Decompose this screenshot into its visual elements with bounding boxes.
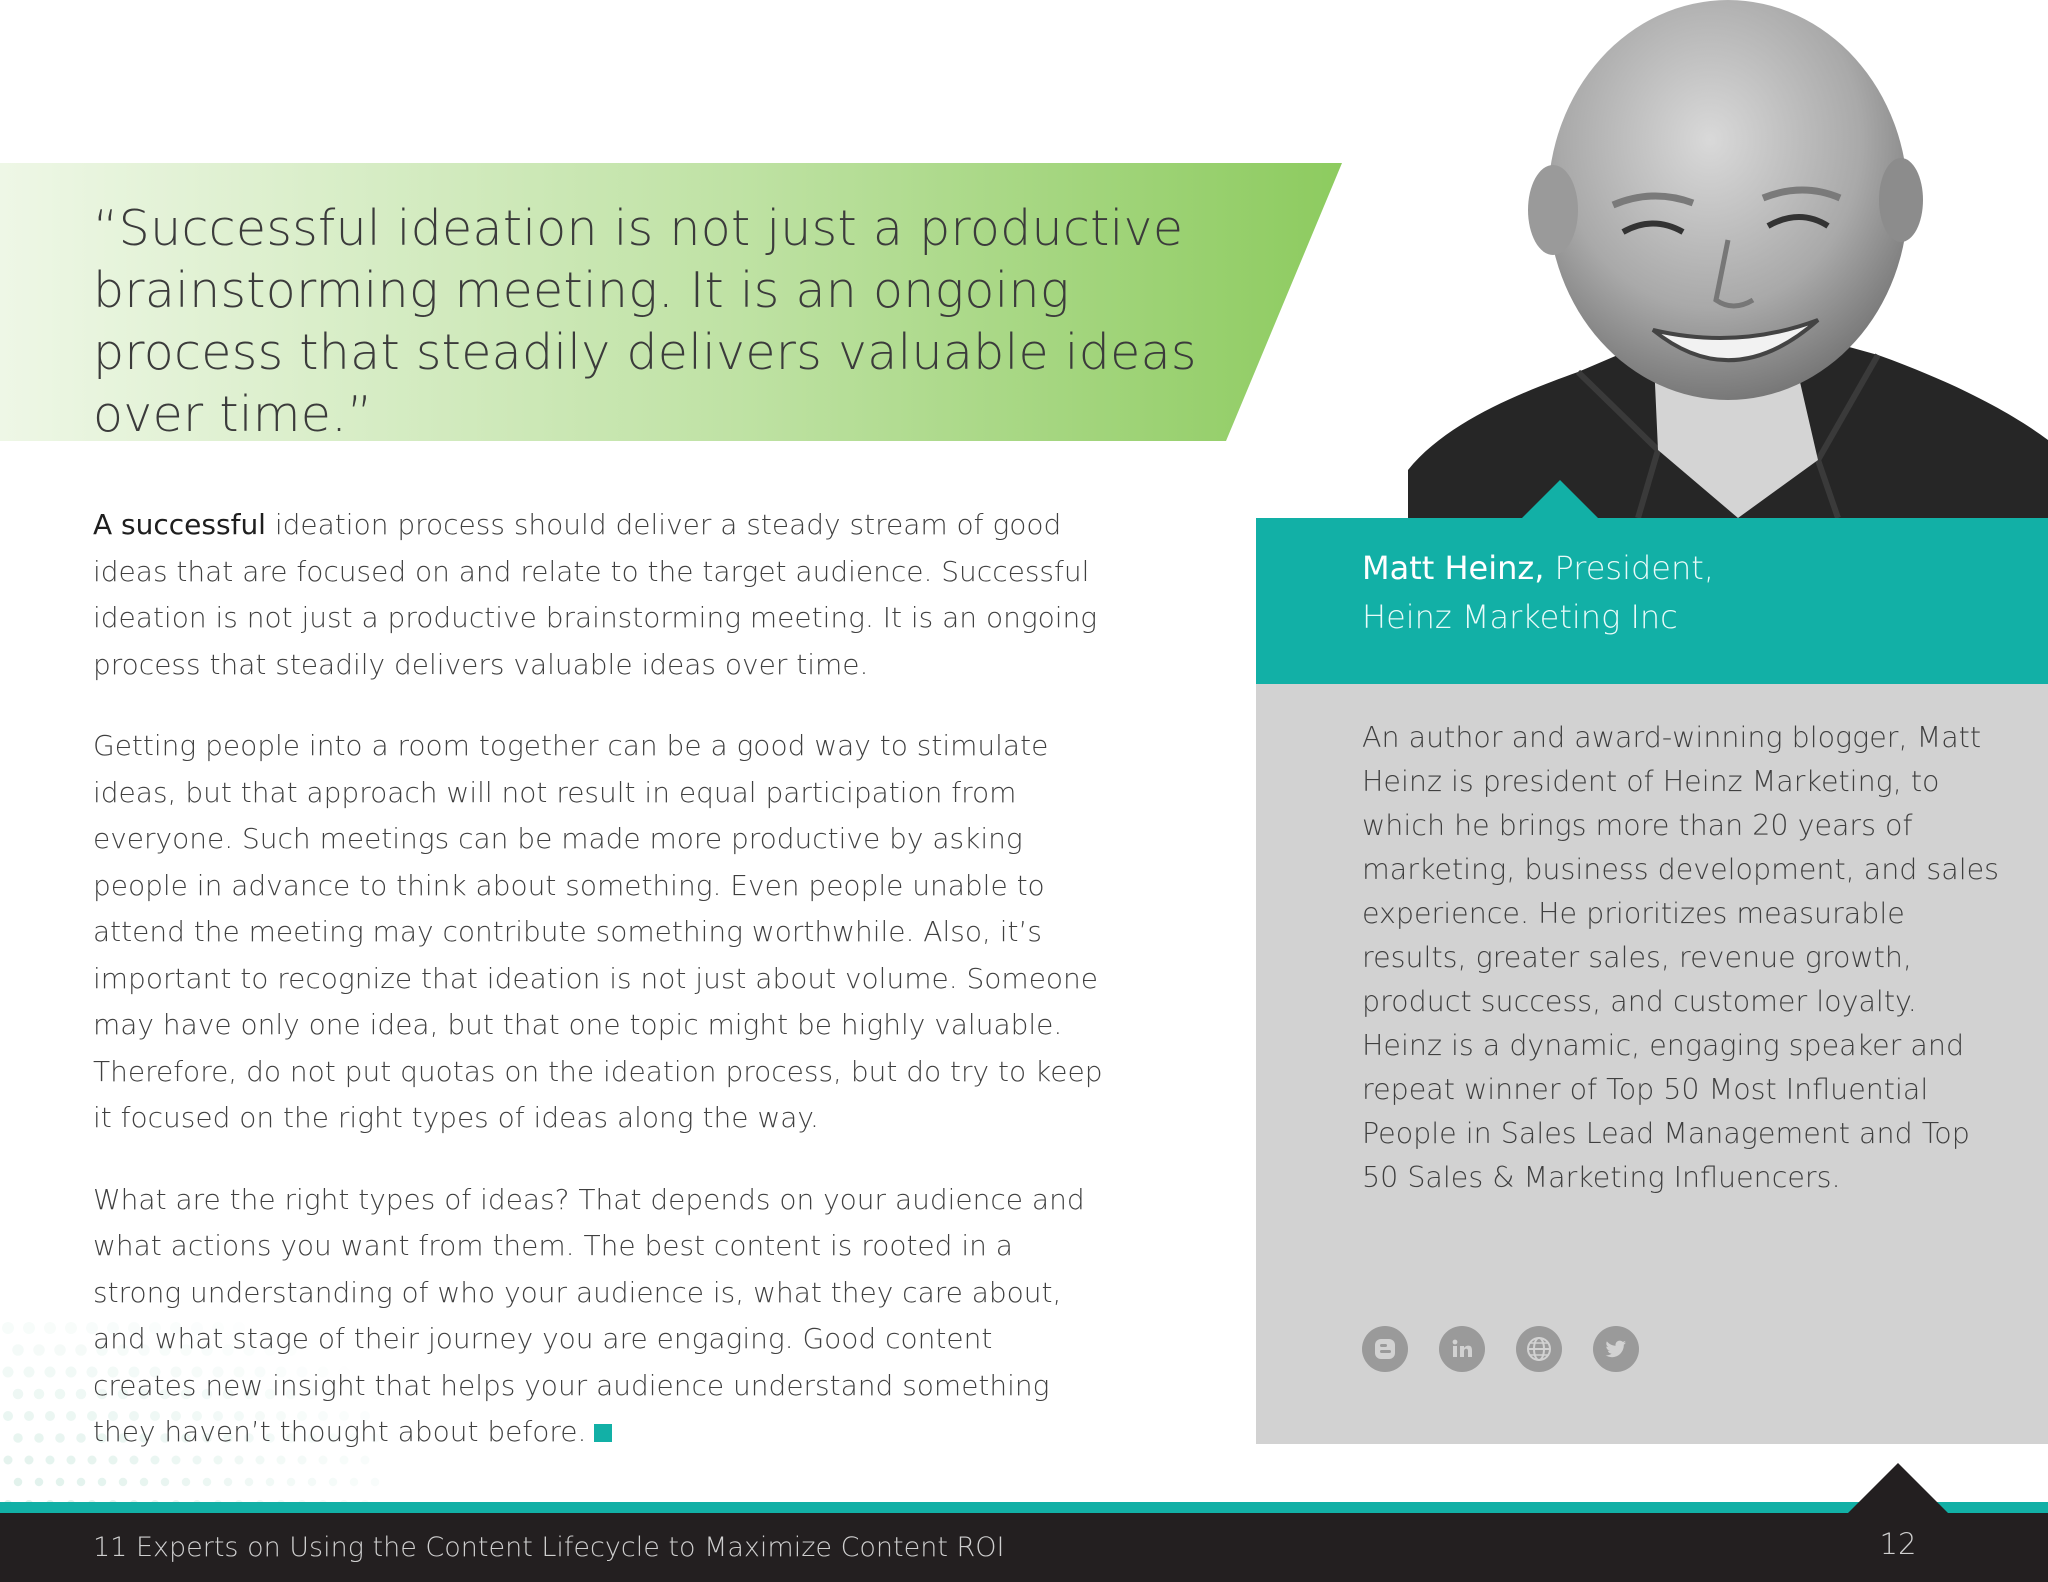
footer-document-title: 11 Experts on Using the Content Lifecycle to Maximize Content ROI (93, 1532, 1005, 1563)
footer-accent-bar (0, 1502, 2048, 1513)
name-box-notch (1520, 480, 1600, 520)
paragraph-2: Getting people into a room together can be a good way to stimulate ideas, but that approach will not result in equal participation from everyone. Such meetings can be made more productive by asking people in advance to think about something. Even people unable to attend the meeting may contribute something worthwhile. Also, it’s important to recognize that ideation is not just about volume. Someone may have only one idea, but that one topic might be highly valuable. Therefore, do not put quotas on the ideation process, but do try to keep it focused on the right types of ideas along the way. (93, 729, 1103, 1134)
expert-company: Heinz Marketing Inc (1362, 598, 1678, 636)
expert-credit (1362, 544, 2002, 642)
expert-portrait (1408, 0, 2048, 518)
paragraph-1-text: ideation process should deliver a steady stream of good ideas that are focused on and relate to the target audience. Successful ideation is not just a productive brainstorming meeting. It is an ongoing process that steadily delivers valuable ideas over time. (93, 508, 1098, 681)
blogger-icon[interactable] (1362, 1326, 1408, 1372)
linkedin-icon[interactable] (1439, 1326, 1485, 1372)
social-links (1362, 1326, 1639, 1372)
article-body (93, 502, 1103, 1491)
paragraph-1 (93, 502, 1103, 688)
globe-icon[interactable] (1516, 1326, 1562, 1372)
end-of-article-mark (594, 1424, 612, 1442)
expert-name: Matt Heinz, (1362, 549, 1545, 587)
twitter-icon[interactable] (1593, 1326, 1639, 1372)
pull-quote: “Successful ideation is not just a productive brainstorming meeting. It is an ongoing process that steadily delivers valuable ideas over time.” (93, 200, 1197, 443)
expert-bio: An author and award-winning blogger, Matt Heinz is president of Heinz Marketing, to which he brings more than 20 years of marketing, business development, and sales experience. He prioritizes measurable results, greater sales, revenue growth, product success, and customer loyalty. Heinz is a dynamic, engaging speaker and repeat winner of Top 50 Most Influential People in Sales Lead Management and Top 50 Sales & Marketing Influencers. (1362, 721, 2000, 1194)
paragraph-lead: A successful (93, 508, 266, 541)
paragraph-3-text: What are the right types of ideas? That depends on your audience and what actions you want from them. The best content is rooted in a strong understanding of who your audience is, what they care about, and what stage of their journey you are engaging. Good content creates new insight that helps your audience understand something they haven’t thought about before. (93, 1182, 1085, 1448)
expert-title: President, (1544, 549, 1714, 587)
page-number: 12 (1879, 1527, 1917, 1561)
footer-notch (1848, 1463, 1948, 1513)
paragraph-3 (93, 1177, 1103, 1456)
